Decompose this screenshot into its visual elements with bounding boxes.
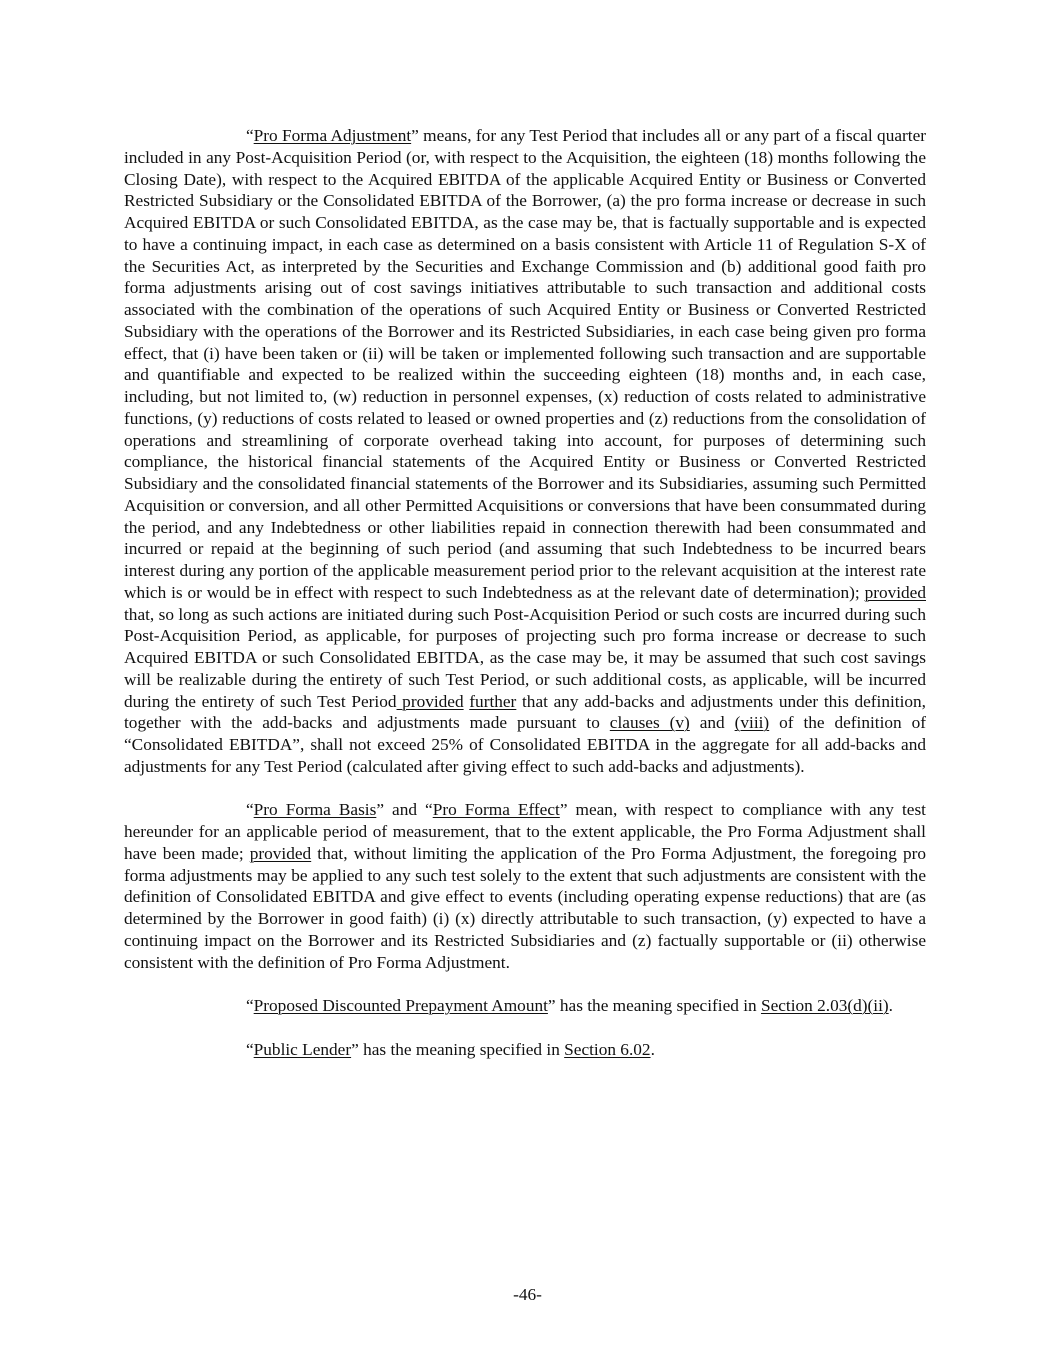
definition-public-lender — [124, 1039, 926, 1061]
text-segment: “ — [246, 126, 254, 145]
underlined-term: Pro Forma Effect — [432, 800, 560, 820]
text-segment: that, without limiting the application of the Pro Forma Adjustment, the foregoing pro forma adjustments may be applied to any such test solely to the extent that such adjustments are consistent with the definition of Consolidated EBITDA and give effect to events (including operating expense reductions) that are (as determined by the Borrower in good faith) (i) (x) directly attributable to such transaction, (y) expected to have a continuing impact on the Borrower and its Restricted Subsidiaries and (z) factually supportable or (ii) otherwise consistent with the definition of Pro Forma Adjustment. — [124, 843, 926, 972]
text-segment: . — [888, 996, 893, 1015]
text-segment: that, so long as such actions are initiated during such Post-Acquisition Period or such costs are incurred during such Post-Acquisition Period, as applicable, for purposes of projecting such pro forma increase or decrease to such Acquired EBITDA or such Consolidated EBITDA, as the case may be, it may be assumed that such cost savings will be realizable during the entirety of such Test Period, or such additional costs, as applicable, will be incurred during the entirety of such Test Period — [124, 604, 926, 711]
text-segment: ” and “ — [376, 800, 433, 820]
text-segment: ” mean, with respect to compliance with any test hereunder for an applicable period of measurement, that to the extent applicable, the Pro Forma Adjustment shall have been made; — [124, 800, 926, 863]
underlined-term: Pro Forma Basis — [253, 800, 377, 820]
text-segment: and — [689, 713, 735, 733]
text-segment: . — [650, 1039, 655, 1059]
underlined-term: Section 6.02 — [564, 1039, 651, 1059]
text-segment: “ — [246, 996, 254, 1015]
underlined-term: further — [469, 691, 517, 711]
underlined-term: provided — [864, 582, 926, 602]
definition-proposed-discounted-prepayment-amount — [124, 995, 926, 1017]
document-body — [124, 125, 926, 1082]
definition-pro-forma-adjustment — [124, 125, 926, 778]
underlined-term: Pro Forma Adjustment — [253, 126, 412, 145]
underlined-term: provided — [249, 843, 312, 863]
underlined-term: provided — [396, 691, 464, 711]
text-segment: that any add-backs and adjustments under this definition, together with the add-backs and adjustments made pursuant to — [124, 691, 926, 733]
underlined-term: Proposed Discounted Prepayment Amount — [253, 996, 548, 1015]
text-segment: of the definition of “Consolidated EBITDA”, shall not exceed 25% of Consolidated EBITDA in the aggregate for all add-backs and adjustments for any Test Period (calculated after giving effect to such add-backs and adjustments). — [124, 713, 927, 776]
underlined-term: clauses (v) — [609, 713, 690, 733]
definition-pro-forma-basis — [124, 799, 926, 973]
text-segment: ” has the meaning specified in — [547, 996, 761, 1015]
underlined-term: (viii) — [734, 713, 770, 733]
underlined-term: Section 2.03(d)(ii) — [760, 996, 889, 1015]
text-segment: ” has the meaning specified in — [351, 1039, 565, 1059]
underlined-term: Public Lender — [253, 1039, 352, 1059]
text-segment: ” means, for any Test Period that includes all or any part of a fiscal quarter included in any Post-Acquisition Period (or, with respect to the Acquisition, the eighteen (18) months following the Closing Date), with respect to the Acquired EBITDA of the applicable Acquired Entity or Business or Converted Restricted Subsidiary or the Consolidated EBITDA of the Borrower, (a) the pro forma increase or decrease in such Acquired EBITDA or such Consolidated EBITDA, as the case may be, that is factually supportable and is expected to have a continuing impact, in each case as determined on a basis consistent with Article 11 of Regulation S-X of the Securities Act, as interpreted by the Securities and Exchange Commission and (b) additional good faith pro forma adjustments arising out of cost savings initiatives attributable to such transaction and additional costs associated with the combination of the operations of such Acquired Entity or Business or Converted Restricted Subsidiary with the operations of the Borrower and its Restricted Subsidiaries, in each case being given pro forma effect, that (i) have been taken or (ii) will be taken or implemented following such transaction and are supportable and quantifiable and expected to be realized within the succeeding eighteen (18) months and, in each case, including, but not limited to, (w) reduction in personnel expenses, (x) reduction of costs related to administrative functions, (y) reductions of costs related to leased or owned properties and (z) reductions from the consolidation of operations and streamlining of corporate overhead taking into account, for purposes of determining such compliance, the historical financial statements of the Acquired Entity or Business or Converted Restricted Subsidiary and the consolidated financial statements of the Borrower and its Subsidiaries, assuming such Permitted Acquisition or conversion, and all other Permitted Acquisitions or conversions that have been consummated during the period, and any Indebtedness or other liabilities repaid in connection therewith had been consummated and incurred or repaid at the beginning of such period (and assuming that such Indebtedness to be incurred bears interest during any portion of the applicable measurement period prior to the relevant acquisition at the interest rate which is or would be in effect with respect to such Indebtedness as at the relevant date of determination); — [124, 126, 926, 602]
text-segment: “ — [246, 1039, 254, 1059]
text-segment: “ — [246, 800, 254, 820]
page-number: -46- — [513, 1285, 542, 1304]
